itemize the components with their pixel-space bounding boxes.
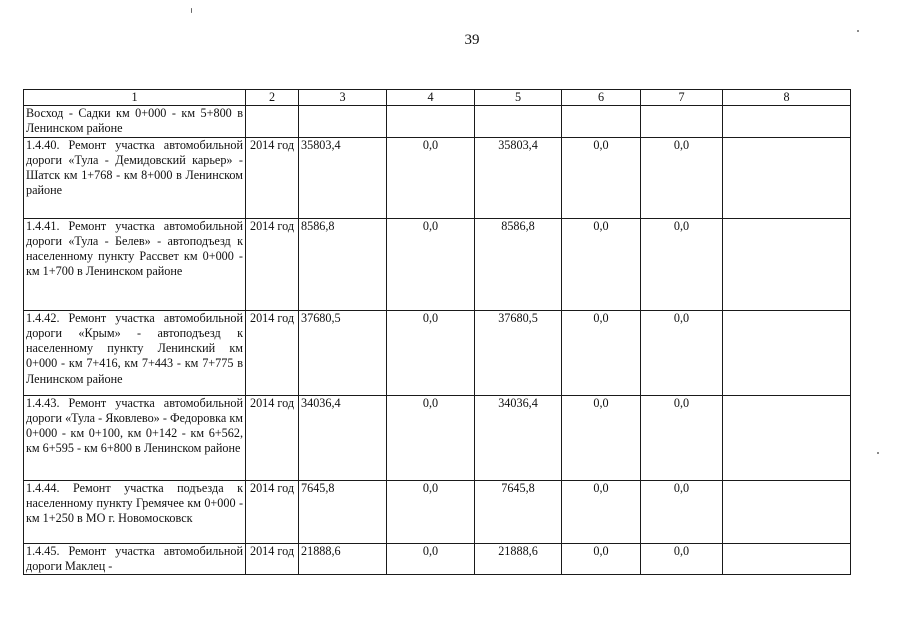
header-cell: 6 [562,90,641,106]
budget-table [23,89,851,575]
note-cell [723,543,851,575]
federal-cell: 0,0 [387,543,475,575]
table-row [24,218,851,310]
regional-cell: 8586,8 [475,218,562,310]
total-cell: 8586,8 [299,218,387,310]
description-cell: 1.4.41. Ремонт участка автомобильной дороги «Тула - Белев» - автоподъезд к населенному пункту Рассвет км 0+000 - км 1+700 в Ленинском районе [24,218,246,310]
year-cell: 2014 год [246,137,299,218]
federal-cell: 0,0 [387,395,475,480]
description-cell: 1.4.43. Ремонт участка автомобильной дороги «Тула - Яковлево» - Федоровка км 0+000 - км 0+100, км 0+142 - км 6+562, км 6+595 - км 6+800 в Ленинском районе [24,395,246,480]
local-cell: 0,0 [562,480,641,543]
regional-cell [475,106,562,138]
federal-cell: 0,0 [387,218,475,310]
year-cell: 2014 год [246,543,299,575]
table-row [24,480,851,543]
note-cell [723,480,851,543]
other-cell: 0,0 [641,137,723,218]
local-cell: 0,0 [562,218,641,310]
other-cell: 0,0 [641,480,723,543]
year-cell: 2014 год [246,480,299,543]
year-cell [246,106,299,138]
local-cell: 0,0 [562,137,641,218]
regional-cell: 34036,4 [475,395,562,480]
description-cell: 1.4.44. Ремонт участка подъезда к населенному пункту Гремячее км 0+000 - км 1+250 в МО г. Новомосковск [24,480,246,543]
local-cell: 0,0 [562,543,641,575]
total-cell: 34036,4 [299,395,387,480]
note-cell [723,310,851,395]
scan-speck [191,8,192,13]
federal-cell: 0,0 [387,137,475,218]
scan-speck [877,452,879,454]
header-row [24,90,851,106]
description-cell: 1.4.40. Ремонт участка автомобильной дороги «Тула - Демидовский карьер» - Шатск км 1+768 - км 8+000 в Ленинском районе [24,137,246,218]
header-cell: 7 [641,90,723,106]
scan-speck [857,30,859,32]
table-row [24,543,851,575]
table-row [24,310,851,395]
federal-cell: 0,0 [387,310,475,395]
header-cell: 5 [475,90,562,106]
total-cell [299,106,387,138]
regional-cell: 35803,4 [475,137,562,218]
regional-cell: 37680,5 [475,310,562,395]
total-cell: 37680,5 [299,310,387,395]
other-cell [641,106,723,138]
note-cell [723,218,851,310]
note-cell [723,106,851,138]
federal-cell: 0,0 [387,480,475,543]
year-cell: 2014 год [246,218,299,310]
total-cell: 7645,8 [299,480,387,543]
total-cell: 21888,6 [299,543,387,575]
table-row [24,106,851,138]
description-cell: 1.4.42. Ремонт участка автомобильной дороги «Крым» - автоподъезд к населенному пункту Ленинский км 0+000 - км 7+416, км 7+443 - км 7+775 в Ленинском районе [24,310,246,395]
federal-cell [387,106,475,138]
local-cell: 0,0 [562,395,641,480]
other-cell: 0,0 [641,218,723,310]
regional-cell: 21888,6 [475,543,562,575]
note-cell [723,395,851,480]
regional-cell: 7645,8 [475,480,562,543]
header-cell: 8 [723,90,851,106]
year-cell: 2014 год [246,310,299,395]
header-cell: 1 [24,90,246,106]
local-cell: 0,0 [562,310,641,395]
header-cell: 3 [299,90,387,106]
note-cell [723,137,851,218]
description-cell: 1.4.45. Ремонт участка автомобильной дороги Маклец - [24,543,246,575]
total-cell: 35803,4 [299,137,387,218]
table-row [24,137,851,218]
year-cell: 2014 год [246,395,299,480]
table-row [24,395,851,480]
description-cell: Восход - Садки км 0+000 - км 5+800 в Ленинском районе [24,106,246,138]
header-cell: 4 [387,90,475,106]
header-cell: 2 [246,90,299,106]
other-cell: 0,0 [641,543,723,575]
other-cell: 0,0 [641,395,723,480]
page-number: 39 [464,32,480,48]
local-cell [562,106,641,138]
other-cell: 0,0 [641,310,723,395]
